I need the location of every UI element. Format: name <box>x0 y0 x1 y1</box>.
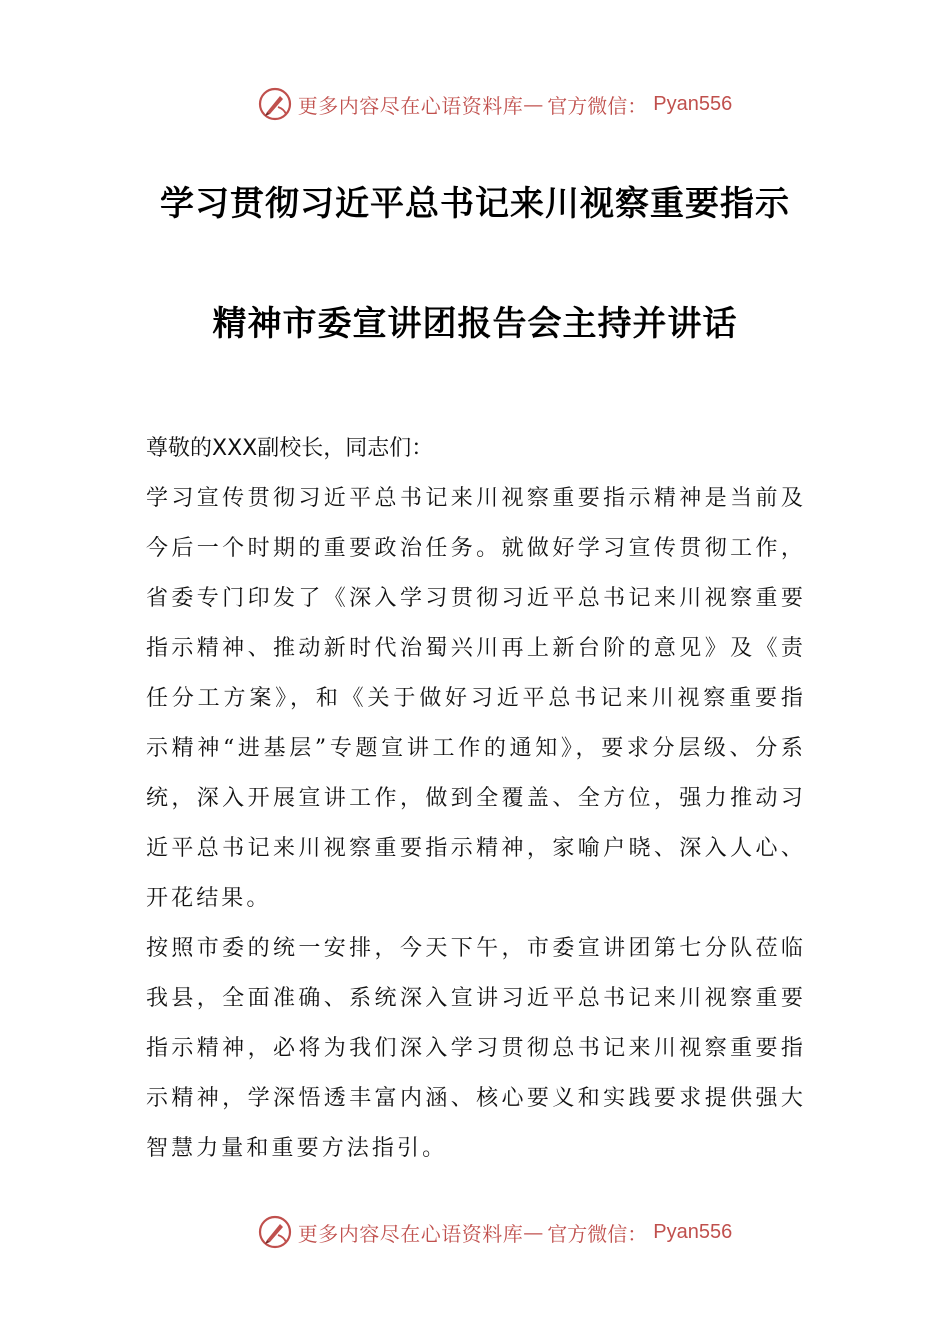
watermark-text: 更多内容尽在心语资料库 <box>297 93 524 118</box>
watermark-wechat-label: 官方微信： <box>547 1221 648 1246</box>
watermark-content <box>258 1215 732 1249</box>
watermark-separator: — <box>523 1220 544 1244</box>
paragraph-1: 学习宣传贯彻习近平总书记来川视察重要指示精神是当前及今后一个时期的重要政治任务。就做好学习宣传贯彻工作，省委专门印发了《深入学习贯彻习近平总书记来川视察重要指示精神、推动新时代治蜀兴川再上新台阶的意见》及《责任分工方案》，和《关于做好习近平总书记来川视察重要指示精神“进基层”专题宣讲工作的通知》，要求分层级、分系统，深入开展宣讲工作，做到全覆盖、全方位，强力推动习近平总书记来川视察重要指示精神，家喻户晓、深入人心、开花结果。 <box>146 486 806 911</box>
header-watermark <box>0 84 950 124</box>
salutation: 尊敬的XXX副校长，同志们： <box>146 436 434 461</box>
document-title-line2: 精神市委宣讲团报告会主持并讲话 <box>212 304 738 344</box>
watermark-wechat-id: Pyan556 <box>653 1220 733 1243</box>
watermark-content <box>258 87 732 121</box>
footer-watermark <box>0 1212 950 1252</box>
pen-logo-icon <box>258 1215 292 1249</box>
document-title-line1: 学习贯彻习近平总书记来川视察重要指示 <box>160 184 790 224</box>
watermark-wechat-label: 官方微信： <box>547 93 648 118</box>
watermark-text: 更多内容尽在心语资料库 <box>297 1221 524 1246</box>
paragraph-2: 按照市委的统一安排，今天下午，市委宣讲团第七分队莅临我县，全面准确、系统深入宣讲习近平总书记来川视察重要指示精神，必将为我们深入学习贯彻总书记来川视察重要指示精神，学深悟透丰富内涵、核心要义和实践要求提供强大智慧力量和重要方法指引。 <box>146 936 806 1161</box>
watermark-wechat-id: Pyan556 <box>653 92 733 115</box>
pen-logo-icon <box>258 87 292 121</box>
document-body <box>146 424 806 1174</box>
watermark-separator: — <box>523 92 544 116</box>
